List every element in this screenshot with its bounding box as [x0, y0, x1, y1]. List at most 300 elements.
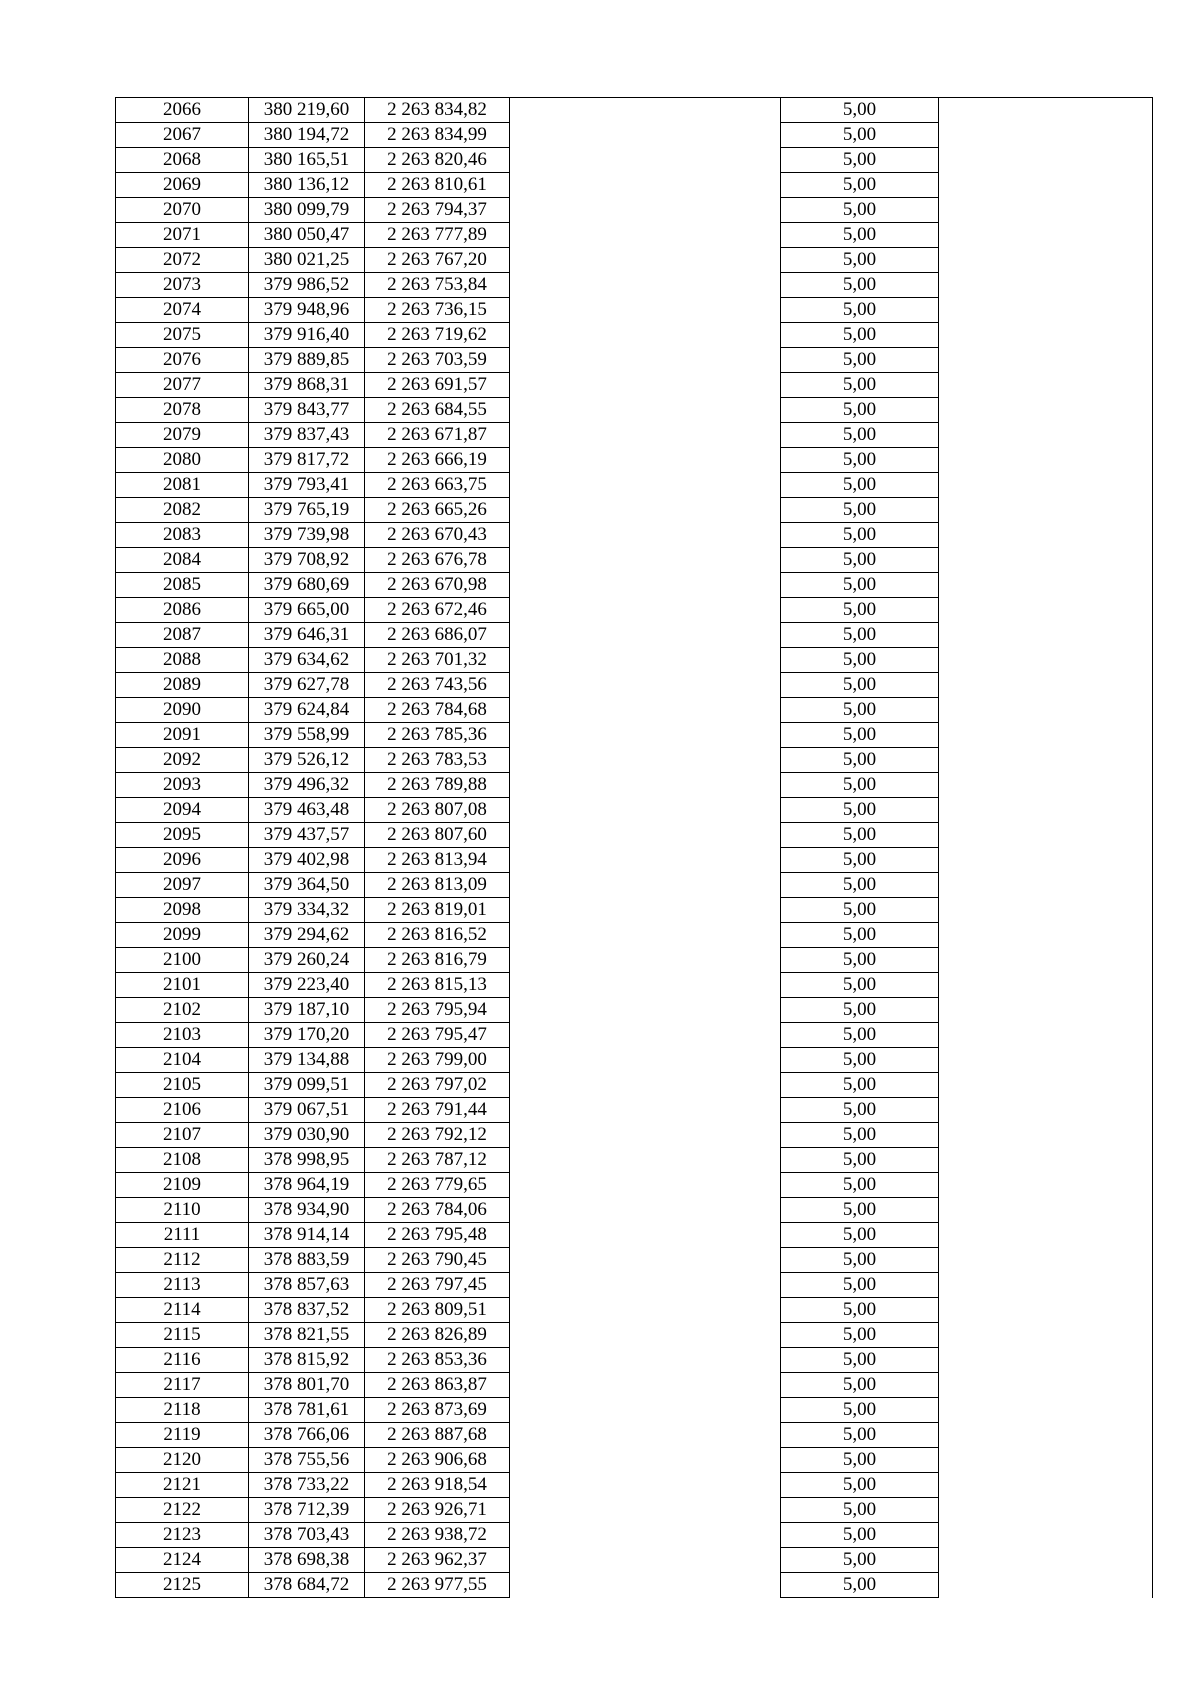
- x-coordinate-cell: 379 187,10: [249, 998, 365, 1023]
- x-coordinate-cell: 378 755,56: [249, 1448, 365, 1473]
- x-coordinate-cell: 379 837,43: [249, 423, 365, 448]
- error-value-cell: 5,00: [781, 1223, 939, 1248]
- point-number-cell: 2093: [116, 773, 249, 798]
- blank-cell: [510, 723, 781, 748]
- table-row: [116, 773, 939, 798]
- point-number-cell: 2111: [116, 1223, 249, 1248]
- y-coordinate-cell: 2 263 701,32: [365, 648, 510, 673]
- y-coordinate-cell: 2 263 813,09: [365, 873, 510, 898]
- x-coordinate-cell: 378 703,43: [249, 1523, 365, 1548]
- x-coordinate-cell: 378 712,39: [249, 1498, 365, 1523]
- error-value-cell: 5,00: [781, 448, 939, 473]
- x-coordinate-cell: 378 857,63: [249, 1273, 365, 1298]
- y-coordinate-cell: 2 263 809,51: [365, 1298, 510, 1323]
- y-coordinate-cell: 2 263 807,08: [365, 798, 510, 823]
- table-row: [116, 298, 939, 323]
- table-row: [116, 1423, 939, 1448]
- table-row: [116, 1073, 939, 1098]
- x-coordinate-cell: 378 934,90: [249, 1198, 365, 1223]
- point-number-cell: 2113: [116, 1273, 249, 1298]
- coordinate-table-body: [116, 98, 939, 1598]
- blank-cell: [510, 148, 781, 173]
- error-value-cell: 5,00: [781, 1298, 939, 1323]
- y-coordinate-cell: 2 263 691,57: [365, 373, 510, 398]
- blank-cell: [510, 748, 781, 773]
- error-value-cell: 5,00: [781, 148, 939, 173]
- point-number-cell: 2083: [116, 523, 249, 548]
- y-coordinate-cell: 2 263 938,72: [365, 1523, 510, 1548]
- table-row: [116, 1348, 939, 1373]
- blank-cell: [510, 1223, 781, 1248]
- error-value-cell: 5,00: [781, 748, 939, 773]
- y-coordinate-cell: 2 263 794,37: [365, 198, 510, 223]
- error-value-cell: 5,00: [781, 1423, 939, 1448]
- x-coordinate-cell: 378 815,92: [249, 1348, 365, 1373]
- blank-cell: [510, 948, 781, 973]
- blank-cell: [510, 323, 781, 348]
- error-value-cell: 5,00: [781, 773, 939, 798]
- error-value-cell: 5,00: [781, 923, 939, 948]
- x-coordinate-cell: 378 837,52: [249, 1298, 365, 1323]
- x-coordinate-cell: 379 765,19: [249, 498, 365, 523]
- blank-cell: [510, 1198, 781, 1223]
- blank-cell: [510, 1448, 781, 1473]
- point-number-cell: 2078: [116, 398, 249, 423]
- error-value-cell: 5,00: [781, 573, 939, 598]
- y-coordinate-cell: 2 263 816,52: [365, 923, 510, 948]
- x-coordinate-cell: 379 260,24: [249, 948, 365, 973]
- point-number-cell: 2097: [116, 873, 249, 898]
- point-number-cell: 2080: [116, 448, 249, 473]
- table-row: [116, 148, 939, 173]
- y-coordinate-cell: 2 263 743,56: [365, 673, 510, 698]
- x-coordinate-cell: 380 194,72: [249, 123, 365, 148]
- error-value-cell: 5,00: [781, 548, 939, 573]
- y-coordinate-cell: 2 263 784,68: [365, 698, 510, 723]
- error-value-cell: 5,00: [781, 1023, 939, 1048]
- blank-cell: [510, 1323, 781, 1348]
- table-row: [116, 1498, 939, 1523]
- y-coordinate-cell: 2 263 767,20: [365, 248, 510, 273]
- table-row: [116, 1023, 939, 1048]
- y-coordinate-cell: 2 263 703,59: [365, 348, 510, 373]
- table-row: [116, 223, 939, 248]
- blank-cell: [510, 998, 781, 1023]
- blank-cell: [510, 923, 781, 948]
- table-row: [116, 1123, 939, 1148]
- y-coordinate-cell: 2 263 791,44: [365, 1098, 510, 1123]
- table-row: [116, 798, 939, 823]
- error-value-cell: 5,00: [781, 1148, 939, 1173]
- y-coordinate-cell: 2 263 787,12: [365, 1148, 510, 1173]
- blank-cell: [510, 1348, 781, 1373]
- x-coordinate-cell: 380 219,60: [249, 98, 365, 123]
- x-coordinate-cell: 380 165,51: [249, 148, 365, 173]
- table-row: [116, 248, 939, 273]
- error-value-cell: 5,00: [781, 1048, 939, 1073]
- table-row: [116, 373, 939, 398]
- error-value-cell: 5,00: [781, 898, 939, 923]
- table-row: [116, 423, 939, 448]
- blank-cell: [510, 1048, 781, 1073]
- y-coordinate-cell: 2 263 671,87: [365, 423, 510, 448]
- point-number-cell: 2087: [116, 623, 249, 648]
- x-coordinate-cell: 378 766,06: [249, 1423, 365, 1448]
- table-row: [116, 1298, 939, 1323]
- error-value-cell: 5,00: [781, 1348, 939, 1373]
- x-coordinate-cell: 379 364,50: [249, 873, 365, 898]
- point-number-cell: 2104: [116, 1048, 249, 1073]
- point-number-cell: 2120: [116, 1448, 249, 1473]
- table-row: [116, 398, 939, 423]
- blank-cell: [510, 273, 781, 298]
- blank-cell: [510, 1573, 781, 1598]
- y-coordinate-cell: 2 263 815,13: [365, 973, 510, 998]
- table-row: [116, 523, 939, 548]
- error-value-cell: 5,00: [781, 723, 939, 748]
- x-coordinate-cell: 379 680,69: [249, 573, 365, 598]
- error-value-cell: 5,00: [781, 1123, 939, 1148]
- point-number-cell: 2102: [116, 998, 249, 1023]
- x-coordinate-cell: 379 067,51: [249, 1098, 365, 1123]
- y-coordinate-cell: 2 263 826,89: [365, 1323, 510, 1348]
- point-number-cell: 2118: [116, 1398, 249, 1423]
- x-coordinate-cell: 378 781,61: [249, 1398, 365, 1423]
- blank-cell: [510, 548, 781, 573]
- x-coordinate-cell: 379 334,32: [249, 898, 365, 923]
- blank-cell: [510, 773, 781, 798]
- point-number-cell: 2096: [116, 848, 249, 873]
- y-coordinate-cell: 2 263 719,62: [365, 323, 510, 348]
- blank-cell: [510, 1123, 781, 1148]
- point-number-cell: 2110: [116, 1198, 249, 1223]
- blank-cell: [510, 648, 781, 673]
- error-value-cell: 5,00: [781, 198, 939, 223]
- x-coordinate-cell: 379 496,32: [249, 773, 365, 798]
- x-coordinate-cell: 379 739,98: [249, 523, 365, 548]
- x-coordinate-cell: 379 402,98: [249, 848, 365, 873]
- table-row: [116, 873, 939, 898]
- point-number-cell: 2079: [116, 423, 249, 448]
- error-value-cell: 5,00: [781, 123, 939, 148]
- point-number-cell: 2107: [116, 1123, 249, 1148]
- point-number-cell: 2071: [116, 223, 249, 248]
- point-number-cell: 2116: [116, 1348, 249, 1373]
- error-value-cell: 5,00: [781, 98, 939, 123]
- blank-cell: [510, 1373, 781, 1398]
- error-value-cell: 5,00: [781, 173, 939, 198]
- error-value-cell: 5,00: [781, 1498, 939, 1523]
- x-coordinate-cell: 379 030,90: [249, 1123, 365, 1148]
- error-value-cell: 5,00: [781, 998, 939, 1023]
- point-number-cell: 2094: [116, 798, 249, 823]
- error-value-cell: 5,00: [781, 873, 939, 898]
- error-value-cell: 5,00: [781, 673, 939, 698]
- table-row: [116, 673, 939, 698]
- table-row: [116, 723, 939, 748]
- blank-cell: [510, 1273, 781, 1298]
- table-row: [116, 473, 939, 498]
- point-number-cell: 2124: [116, 1548, 249, 1573]
- y-coordinate-cell: 2 263 784,06: [365, 1198, 510, 1223]
- x-coordinate-cell: 379 793,41: [249, 473, 365, 498]
- x-coordinate-cell: 378 821,55: [249, 1323, 365, 1348]
- blank-cell: [510, 873, 781, 898]
- point-number-cell: 2075: [116, 323, 249, 348]
- y-coordinate-cell: 2 263 753,84: [365, 273, 510, 298]
- blank-cell: [510, 823, 781, 848]
- x-coordinate-cell: 378 801,70: [249, 1373, 365, 1398]
- x-coordinate-cell: 379 843,77: [249, 398, 365, 423]
- x-coordinate-cell: 380 050,47: [249, 223, 365, 248]
- table-row: [116, 1048, 939, 1073]
- blank-cell: [510, 848, 781, 873]
- error-value-cell: 5,00: [781, 248, 939, 273]
- error-value-cell: 5,00: [781, 598, 939, 623]
- point-number-cell: 2123: [116, 1523, 249, 1548]
- table-row: [116, 823, 939, 848]
- error-value-cell: 5,00: [781, 1273, 939, 1298]
- point-number-cell: 2106: [116, 1098, 249, 1123]
- table-row: [116, 648, 939, 673]
- x-coordinate-cell: 379 558,99: [249, 723, 365, 748]
- point-number-cell: 2108: [116, 1148, 249, 1173]
- x-coordinate-cell: 378 883,59: [249, 1248, 365, 1273]
- error-value-cell: 5,00: [781, 1448, 939, 1473]
- point-number-cell: 2068: [116, 148, 249, 173]
- y-coordinate-cell: 2 263 783,53: [365, 748, 510, 773]
- table-row: [116, 1173, 939, 1198]
- error-value-cell: 5,00: [781, 1473, 939, 1498]
- y-coordinate-cell: 2 263 810,61: [365, 173, 510, 198]
- x-coordinate-cell: 378 684,72: [249, 1573, 365, 1598]
- blank-cell: [510, 898, 781, 923]
- error-value-cell: 5,00: [781, 373, 939, 398]
- x-coordinate-cell: 378 698,38: [249, 1548, 365, 1573]
- blank-cell: [510, 623, 781, 648]
- blank-cell: [510, 1098, 781, 1123]
- table-row: [116, 1273, 939, 1298]
- blank-cell: [510, 1473, 781, 1498]
- x-coordinate-cell: 379 526,12: [249, 748, 365, 773]
- x-coordinate-cell: 379 099,51: [249, 1073, 365, 1098]
- error-value-cell: 5,00: [781, 698, 939, 723]
- y-coordinate-cell: 2 263 676,78: [365, 548, 510, 573]
- y-coordinate-cell: 2 263 785,36: [365, 723, 510, 748]
- table-row: [116, 1223, 939, 1248]
- error-value-cell: 5,00: [781, 298, 939, 323]
- error-value-cell: 5,00: [781, 223, 939, 248]
- point-number-cell: 2074: [116, 298, 249, 323]
- table-row: [116, 198, 939, 223]
- point-number-cell: 2092: [116, 748, 249, 773]
- error-value-cell: 5,00: [781, 1323, 939, 1348]
- y-coordinate-cell: 2 263 926,71: [365, 1498, 510, 1523]
- blank-cell: [510, 1148, 781, 1173]
- point-number-cell: 2091: [116, 723, 249, 748]
- error-value-cell: 5,00: [781, 1198, 939, 1223]
- point-number-cell: 2109: [116, 1173, 249, 1198]
- point-number-cell: 2089: [116, 673, 249, 698]
- table-row: [116, 1323, 939, 1348]
- point-number-cell: 2099: [116, 923, 249, 948]
- point-number-cell: 2072: [116, 248, 249, 273]
- point-number-cell: 2090: [116, 698, 249, 723]
- y-coordinate-cell: 2 263 795,48: [365, 1223, 510, 1248]
- error-value-cell: 5,00: [781, 1373, 939, 1398]
- table-row: [116, 748, 939, 773]
- x-coordinate-cell: 379 916,40: [249, 323, 365, 348]
- point-number-cell: 2103: [116, 1023, 249, 1048]
- point-number-cell: 2081: [116, 473, 249, 498]
- error-value-cell: 5,00: [781, 1398, 939, 1423]
- table-row: [116, 923, 939, 948]
- blank-cell: [510, 498, 781, 523]
- blank-cell: [510, 423, 781, 448]
- y-coordinate-cell: 2 263 863,87: [365, 1373, 510, 1398]
- table-row: [116, 1473, 939, 1498]
- coordinate-table-page: [115, 97, 1153, 1597]
- x-coordinate-cell: 379 948,96: [249, 298, 365, 323]
- point-number-cell: 2095: [116, 823, 249, 848]
- y-coordinate-cell: 2 263 962,37: [365, 1548, 510, 1573]
- y-coordinate-cell: 2 263 670,43: [365, 523, 510, 548]
- y-coordinate-cell: 2 263 834,82: [365, 98, 510, 123]
- y-coordinate-cell: 2 263 797,02: [365, 1073, 510, 1098]
- table-row: [116, 1373, 939, 1398]
- x-coordinate-cell: 379 817,72: [249, 448, 365, 473]
- x-coordinate-cell: 378 914,14: [249, 1223, 365, 1248]
- blank-cell: [510, 123, 781, 148]
- point-number-cell: 2069: [116, 173, 249, 198]
- y-coordinate-cell: 2 263 666,19: [365, 448, 510, 473]
- x-coordinate-cell: 378 964,19: [249, 1173, 365, 1198]
- blank-cell: [510, 598, 781, 623]
- point-number-cell: 2122: [116, 1498, 249, 1523]
- point-number-cell: 2084: [116, 548, 249, 573]
- y-coordinate-cell: 2 263 792,12: [365, 1123, 510, 1148]
- table-row: [116, 998, 939, 1023]
- point-number-cell: 2125: [116, 1573, 249, 1598]
- point-number-cell: 2101: [116, 973, 249, 998]
- error-value-cell: 5,00: [781, 798, 939, 823]
- table-row: [116, 1098, 939, 1123]
- table-row: [116, 573, 939, 598]
- x-coordinate-cell: 379 463,48: [249, 798, 365, 823]
- table-row: [116, 698, 939, 723]
- blank-cell: [510, 1398, 781, 1423]
- blank-cell: [510, 448, 781, 473]
- error-value-cell: 5,00: [781, 473, 939, 498]
- y-coordinate-cell: 2 263 799,00: [365, 1048, 510, 1073]
- x-coordinate-cell: 379 986,52: [249, 273, 365, 298]
- point-number-cell: 2105: [116, 1073, 249, 1098]
- error-value-cell: 5,00: [781, 323, 939, 348]
- y-coordinate-cell: 2 263 813,94: [365, 848, 510, 873]
- blank-cell: [510, 223, 781, 248]
- point-number-cell: 2086: [116, 598, 249, 623]
- blank-cell: [510, 523, 781, 548]
- error-value-cell: 5,00: [781, 948, 939, 973]
- coordinate-table: [115, 97, 939, 1598]
- blank-cell: [510, 1248, 781, 1273]
- error-value-cell: 5,00: [781, 648, 939, 673]
- table-row: [116, 848, 939, 873]
- table-row: [116, 323, 939, 348]
- y-coordinate-cell: 2 263 789,88: [365, 773, 510, 798]
- y-coordinate-cell: 2 263 790,45: [365, 1248, 510, 1273]
- x-coordinate-cell: 379 223,40: [249, 973, 365, 998]
- table-row: [116, 1523, 939, 1548]
- error-value-cell: 5,00: [781, 1248, 939, 1273]
- y-coordinate-cell: 2 263 663,75: [365, 473, 510, 498]
- point-number-cell: 2100: [116, 948, 249, 973]
- x-coordinate-cell: 379 665,00: [249, 598, 365, 623]
- blank-cell: [510, 573, 781, 598]
- error-value-cell: 5,00: [781, 1548, 939, 1573]
- table-row: [116, 123, 939, 148]
- error-value-cell: 5,00: [781, 348, 939, 373]
- table-row: [116, 1548, 939, 1573]
- blank-cell: [510, 173, 781, 198]
- point-number-cell: 2085: [116, 573, 249, 598]
- point-number-cell: 2115: [116, 1323, 249, 1348]
- x-coordinate-cell: 379 294,62: [249, 923, 365, 948]
- blank-cell: [510, 298, 781, 323]
- blank-cell: [510, 973, 781, 998]
- y-coordinate-cell: 2 263 686,07: [365, 623, 510, 648]
- x-coordinate-cell: 379 170,20: [249, 1023, 365, 1048]
- point-number-cell: 2112: [116, 1248, 249, 1273]
- table-row: [116, 1198, 939, 1223]
- blank-cell: [510, 473, 781, 498]
- x-coordinate-cell: 380 021,25: [249, 248, 365, 273]
- blank-cell: [510, 1548, 781, 1573]
- point-number-cell: 2121: [116, 1473, 249, 1498]
- y-coordinate-cell: 2 263 819,01: [365, 898, 510, 923]
- y-coordinate-cell: 2 263 672,46: [365, 598, 510, 623]
- point-number-cell: 2067: [116, 123, 249, 148]
- y-coordinate-cell: 2 263 665,26: [365, 498, 510, 523]
- blank-cell: [510, 198, 781, 223]
- point-number-cell: 2073: [116, 273, 249, 298]
- error-value-cell: 5,00: [781, 623, 939, 648]
- point-number-cell: 2114: [116, 1298, 249, 1323]
- blank-cell: [510, 348, 781, 373]
- blank-cell: [510, 398, 781, 423]
- blank-cell: [510, 1023, 781, 1048]
- y-coordinate-cell: 2 263 977,55: [365, 1573, 510, 1598]
- error-value-cell: 5,00: [781, 398, 939, 423]
- table-row: [116, 1248, 939, 1273]
- x-coordinate-cell: 379 134,88: [249, 1048, 365, 1073]
- error-value-cell: 5,00: [781, 823, 939, 848]
- table-row: [116, 898, 939, 923]
- blank-cell: [510, 1423, 781, 1448]
- point-number-cell: 2066: [116, 98, 249, 123]
- x-coordinate-cell: 379 646,31: [249, 623, 365, 648]
- point-number-cell: 2077: [116, 373, 249, 398]
- y-coordinate-cell: 2 263 670,98: [365, 573, 510, 598]
- error-value-cell: 5,00: [781, 1523, 939, 1548]
- x-coordinate-cell: 379 634,62: [249, 648, 365, 673]
- x-coordinate-cell: 378 733,22: [249, 1473, 365, 1498]
- error-value-cell: 5,00: [781, 1098, 939, 1123]
- blank-cell: [510, 98, 781, 123]
- error-value-cell: 5,00: [781, 848, 939, 873]
- table-row: [116, 448, 939, 473]
- table-row: [116, 1573, 939, 1598]
